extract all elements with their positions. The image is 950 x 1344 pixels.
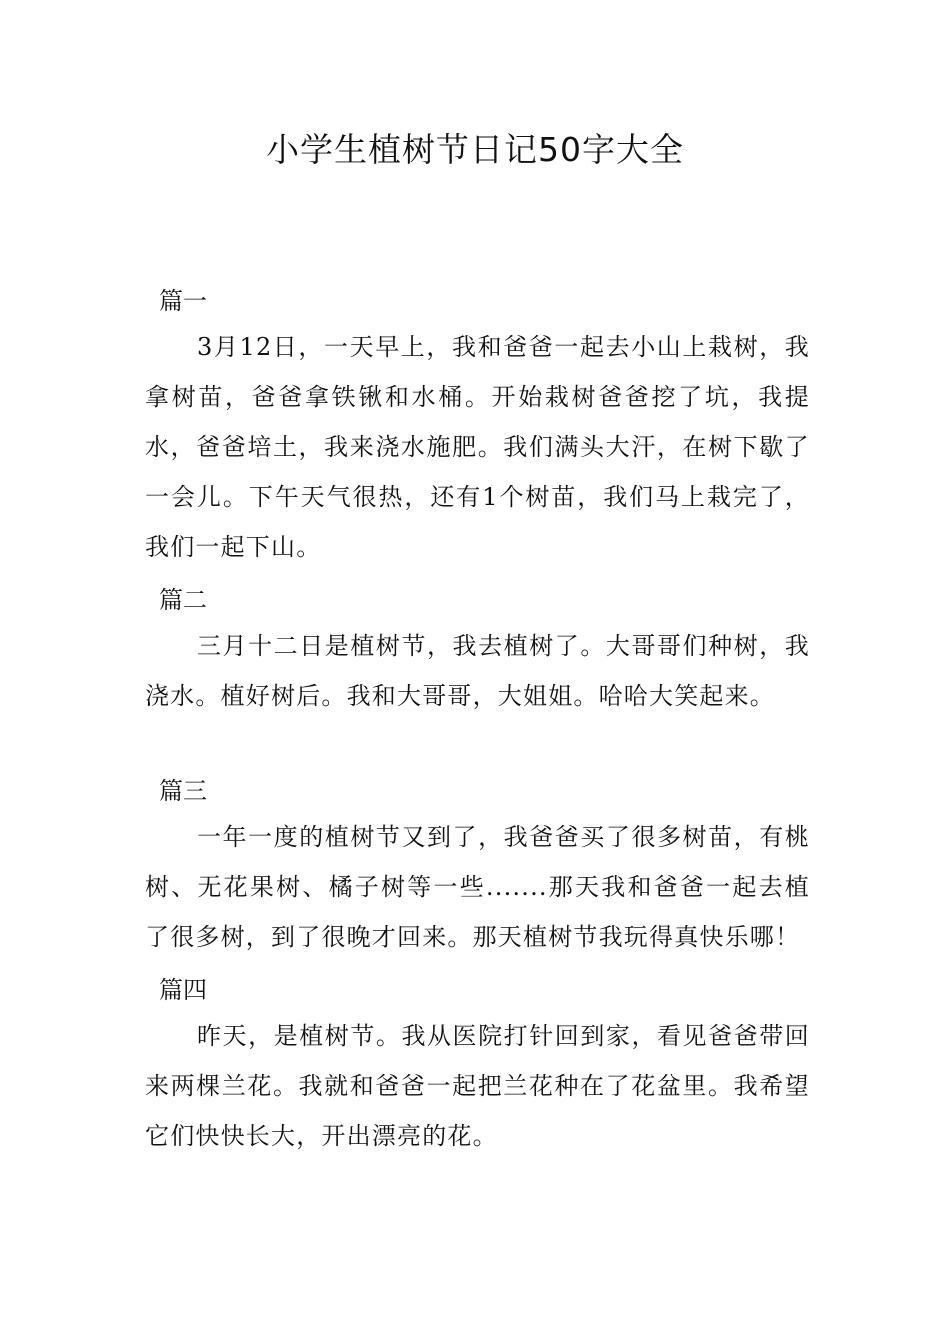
diary-entry-2 (145, 580, 810, 771)
document-title: 小学生植树节日记50字大全 (266, 130, 684, 169)
entry-heading: 篇四 (159, 976, 207, 1004)
diary-entry-4 (145, 970, 810, 1161)
diary-entry-3 (145, 771, 810, 962)
entry-heading: 篇二 (159, 586, 207, 614)
entry-text: 一年一度的植树节又到了，我爸爸买了很多树苗，有桃树、无花果树、橘子树等一些.......那天我和爸爸一起去植了很多树，到了很晚才回来。那天植树节我玩得真快乐哪！ (145, 823, 810, 951)
diary-entry-1 (145, 281, 810, 572)
entry-text: 昨天，是植树节。我从医院打针回到家，看见爸爸带回来两棵兰花。我就和爸爸一起把兰花种在了花盆里。我希望它们快快长大，开出漂亮的花。 (145, 1022, 810, 1150)
entry-heading: 篇三 (159, 777, 207, 805)
entry-heading: 篇一 (159, 287, 207, 315)
entry-text: 3月12日，一天早上，我和爸爸一起去小山上栽树，我拿树苗，爸爸拿铁锹和水桶。开始栽树爸爸挖了坑，我提水，爸爸培土，我来浇水施肥。我们满头大汗，在树下歇了一会儿。下午天气很热，还有1个树苗，我们马上栽完了，我们一起下山。 (145, 333, 810, 561)
document-body (145, 281, 810, 1161)
entry-text: 三月十二日是植树节，我去植树了。大哥哥们种树，我浇水。植好树后。我和大哥哥，大姐姐。哈哈大笑起来。 (145, 632, 810, 710)
blank-line (145, 721, 810, 771)
